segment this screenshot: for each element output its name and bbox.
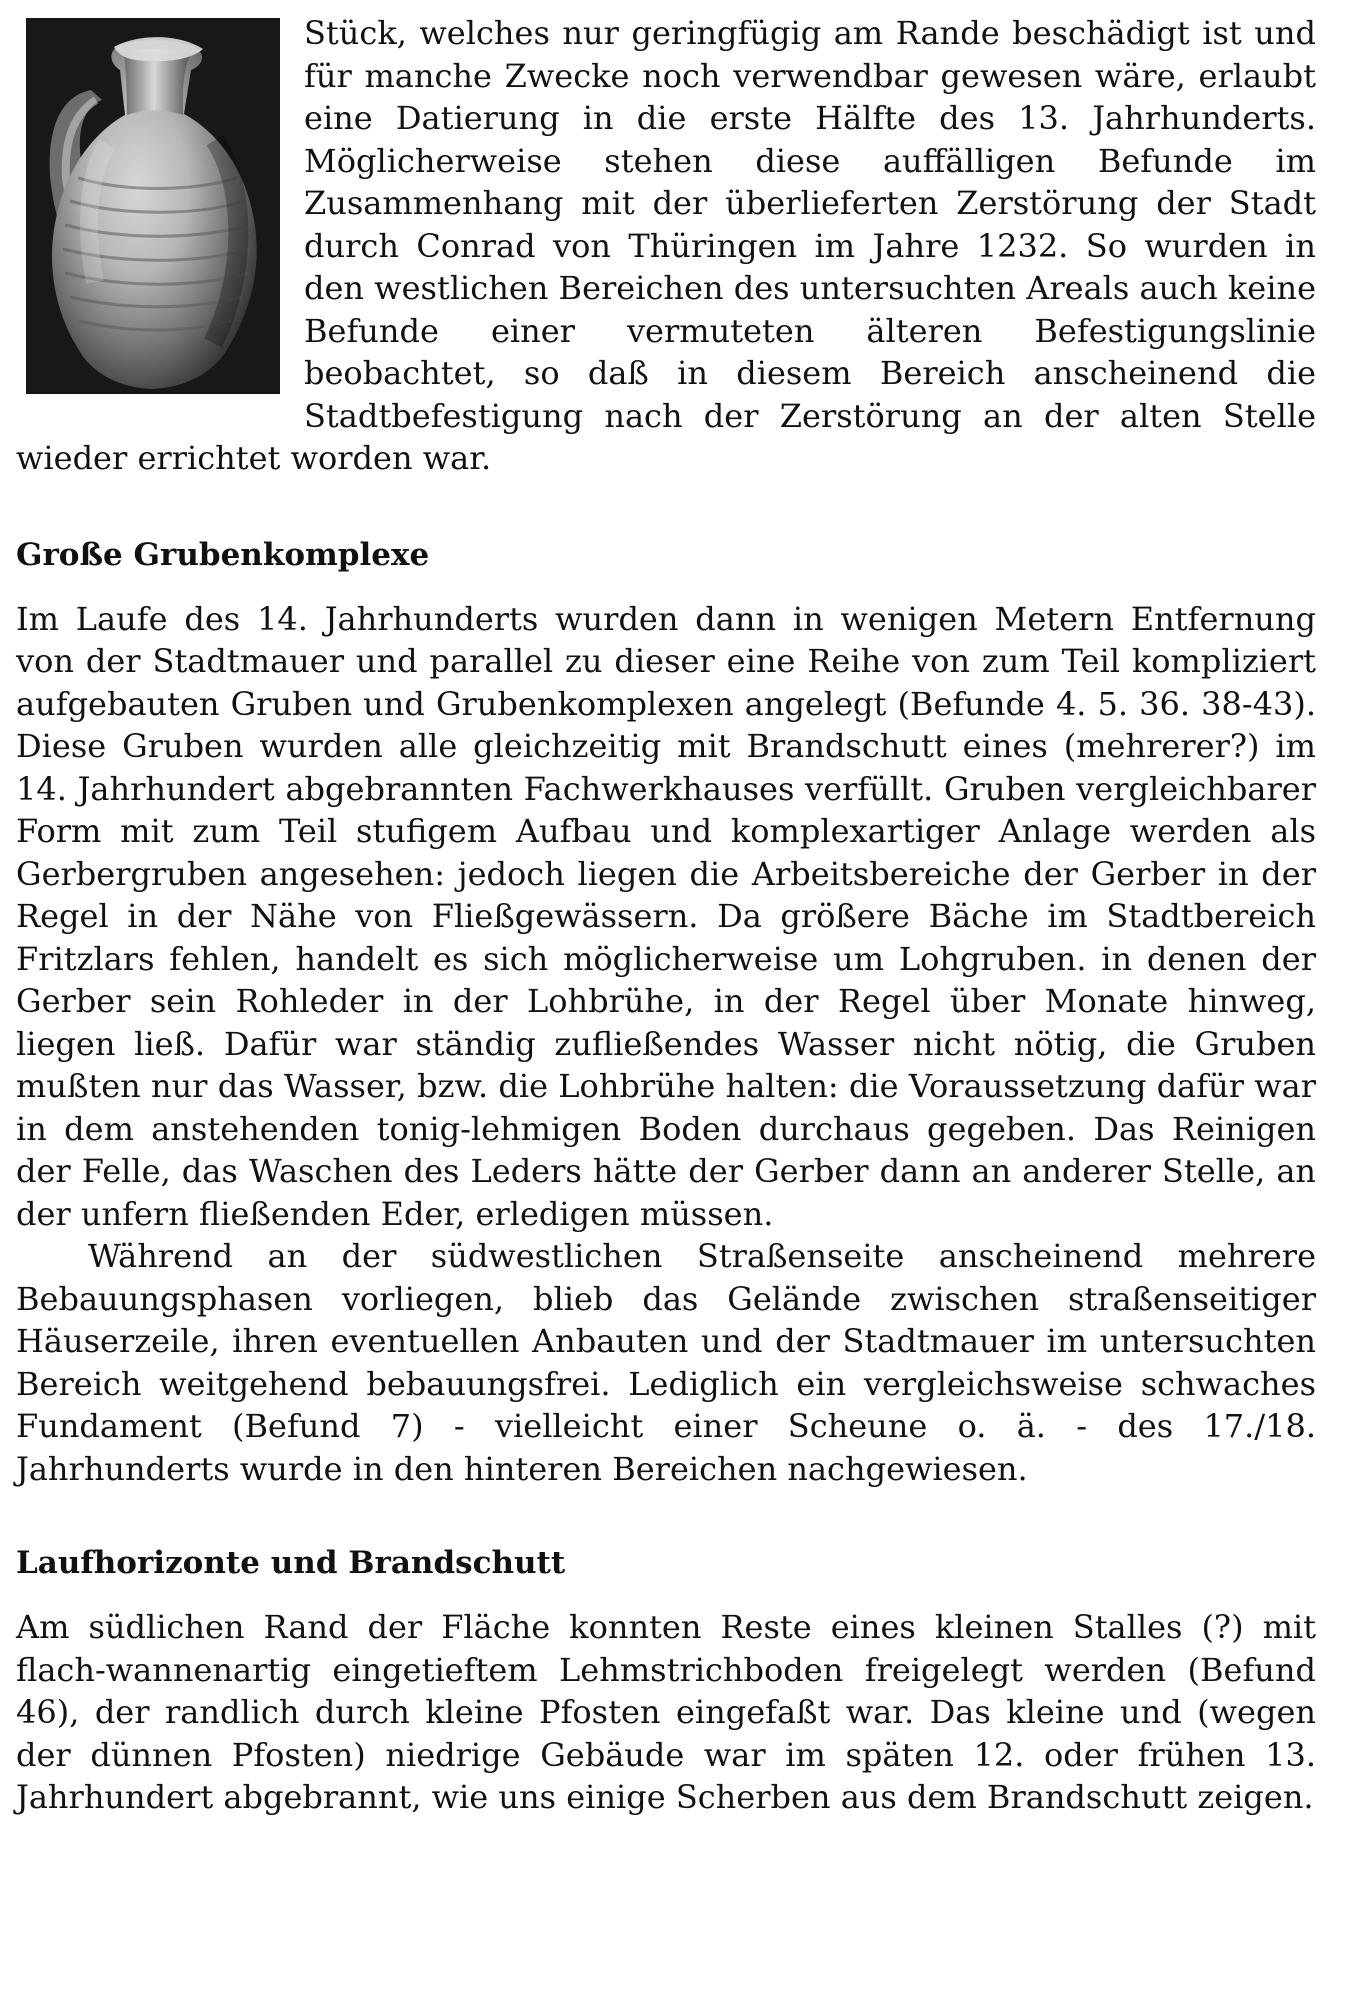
section-heading-laufhorizonte: Laufhorizonte und Brandschutt xyxy=(16,1545,566,1581)
paragraph-grubenkomplexe: Im Laufe des 14. Jahrhunderts wurden dann in wenigen Metern Entfernung von der Stadtmauer und parallel zu dieser eine Reihe von zum Teil kompliziert aufgebauten Gruben und Grubenkomplexen angelegt (Befunde 4. 5. 36. 38-43). Diese Gruben wurden alle gleichzeitig mit Brandschutt eines (mehrerer?) im 14. Jahrhundert abgebrannten Fachwerkhauses verfüllt. Gruben vergleichbarer Form mit zum Teil stufigem Aufbau und komplexartiger Anlage werden als Gerbergruben angesehen: jedoch liegen die Arbeitsbereiche der Gerber in der Regel in der Nähe von Fließgewässern. Da größere Bäche im Stadtbereich Fritzlars fehlen, handelt es sich möglicherweise um Lohgruben. in denen der Gerber sein Rohleder in der Lohbrühe, in der Regel über Monate hinweg, liegen ließ. Dafür war ständig zufließendes Wasser nicht nötig, die Gruben mußten nur das Wasser, bzw. die Lohbrühe halten: die Voraussetzung dafür war in dem anstehenden tonig-lehmigen Boden durchaus gegeben. Das Reinigen der Felle, das Waschen des Leders hätte der Gerber dann an anderer Stelle, an der unfern fließenden Eder, erledigen müssen. xyxy=(16,599,1316,1233)
paragraph-laufhorizonte: Am südlichen Rand der Fläche konnten Reste eines kleinen Stalles (?) mit flach-wannenartig eingetieftem Lehmstrichboden freigelegt werden (Befund 46), der randlich durch kleine Pfosten eingefaßt war. Das kleine und (wegen der dünnen Pfosten) niedrige Gebäude war im späten 12. oder frühen 13. Jahrhundert abgebrannt, wie uns einige Scherben aus dem Brandschutt zeigen. xyxy=(16,1608,1316,1816)
jug-photo xyxy=(26,18,280,394)
paragraph-bebauung: Während an der südwestlichen Straßenseite anscheinend mehrere Bebauungsphasen vorliegen, blieb das Gelände zwischen straßenseitiger Häuserzeile, ihren eventuellen Anbauten und der Stadtmauer im untersuchten Bereich weitgehend bebauungsfrei. Lediglich ein vergleichsweise schwaches Fundament (Befund 7) - vielleicht einer Scheune o. ä. - des 17./18. Jahrhunderts wurde in den hinteren Bereichen nachgewiesen. xyxy=(16,1237,1316,1488)
paragraph-intro: Stück, welches nur geringfügig am Rande beschädigt ist und für manche Zwecke noch verwendbar gewesen wäre, erlaubt eine Datierung in die erste Hälfte des 13. Jahrhunderts. Möglicherweise stehen diese auffälligen Befunde im Zusammenhang mit der überlieferten Zerstörung der Stadt durch Conrad von Thüringen im Jahre 1232. So wurden in den westlichen Bereichen des untersuchten Areals auch keine Befunde einer vermuteten älteren Befestigungslinie beobachtet, so daß in diesem Bereich anscheinend die Stadtbefestigung nach der Zerstörung an der alten Stelle wieder errichtet worden war. xyxy=(16,14,1316,477)
section-heading-grubenkomplexe: Große Grubenkomplexe xyxy=(16,536,430,573)
document-page xyxy=(16,12,1316,1819)
